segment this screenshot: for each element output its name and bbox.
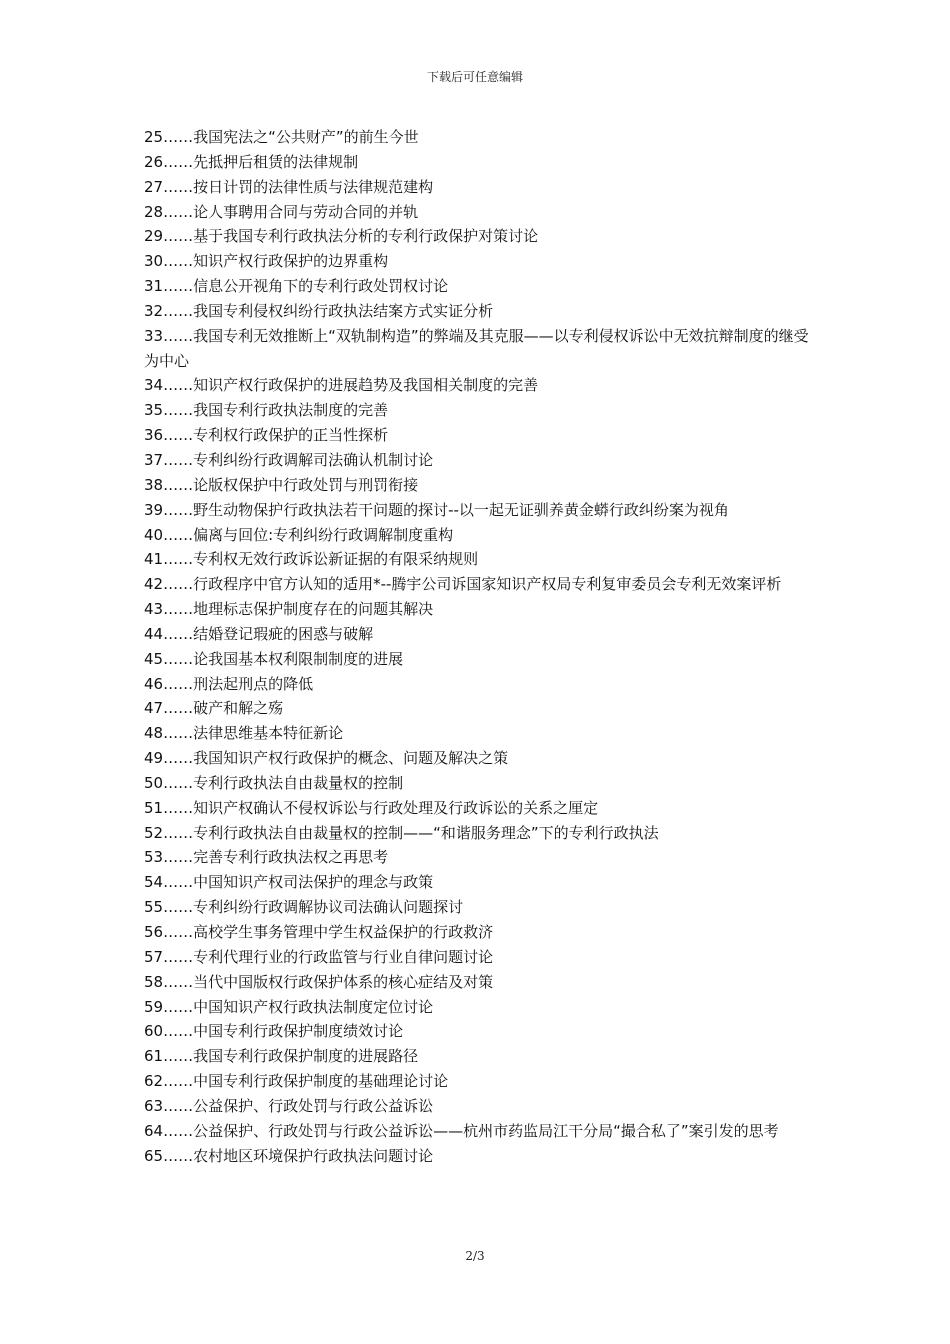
list-item: 34……知识产权行政保护的进展趋势及我国相关制度的完善 bbox=[144, 376, 539, 395]
list-item: 51……知识产权确认不侵权诉讼与行政处理及行政诉讼的关系之厘定 bbox=[144, 798, 599, 817]
list-item: 52……专利行政执法自由裁量权的控制——“和谐服务理念”下的专利行政执法 bbox=[144, 823, 659, 842]
list-item: 58……当代中国版权行政保护体系的核心症结及对策 bbox=[144, 972, 494, 991]
list-item: 41……专利权无效行政诉讼新证据的有限采纳规则 bbox=[144, 550, 479, 569]
list-item: 43……地理标志保护制度存在的问题其解决 bbox=[144, 600, 434, 619]
list-item: 54……中国知识产权司法保护的理念与政策 bbox=[144, 873, 434, 892]
list-item: 60……中国专利行政保护制度绩效讨论 bbox=[144, 1022, 404, 1041]
list-item: 61……我国专利行政保护制度的进展路径 bbox=[144, 1047, 419, 1066]
page-header: 下载后可任意编辑 bbox=[426, 70, 523, 84]
list-item: 57……专利代理行业的行政监管与行业自律问题讨论 bbox=[144, 947, 494, 966]
list-item: 33……我国专利无效推断上“双轨制构造”的弊端及其克服——以专利侵权诉讼中无效抗辩制度的继受为中心 bbox=[144, 326, 809, 370]
list-item: 53……完善专利行政执法权之再思考 bbox=[144, 848, 389, 867]
list-item: 32……我国专利侵权纠纷行政执法结案方式实证分析 bbox=[144, 301, 494, 320]
list-item: 59……中国知识产权行政执法制度定位讨论 bbox=[144, 997, 434, 1016]
list-item: 35……我国专利行政执法制度的完善 bbox=[144, 401, 389, 420]
list-item: 26……先抵押后租赁的法律规制 bbox=[144, 152, 359, 171]
list-item: 39……野生动物保护行政执法若干问题的探讨--以一起无证驯养黄金蟒行政纠纷案为视角 bbox=[144, 500, 729, 519]
list-item: 50……专利行政执法自由裁量权的控制 bbox=[144, 773, 404, 792]
list-item: 65……农村地区环境保护行政执法问题讨论 bbox=[144, 1146, 434, 1165]
list-item: 30……知识产权行政保护的边界重构 bbox=[144, 252, 389, 271]
list-item: 56……高校学生事务管理中学生权益保护的行政救济 bbox=[144, 923, 494, 941]
list-item: 28……论人事聘用合同与劳动合同的并轨 bbox=[144, 202, 419, 221]
list-item: 25……我国宪法之“公共财产”的前生今世 bbox=[144, 128, 419, 146]
list-item: 36……专利权行政保护的正当性探析 bbox=[144, 426, 389, 445]
list-item: 27……按日计罚的法律性质与法律规范建构 bbox=[144, 177, 434, 196]
list-item: 45……论我国基本权利限制制度的进展 bbox=[144, 649, 404, 668]
list-item: 38……论版权保护中行政处罚与刑罚衔接 bbox=[144, 475, 419, 494]
list-item: 37……专利纠纷行政调解司法确认机制讨论 bbox=[144, 450, 434, 469]
list-item: 31……信息公开视角下的专利行政处罚权讨论 bbox=[144, 277, 449, 296]
list-item: 46……刑法起刑点的降低 bbox=[144, 674, 314, 693]
list-item: 55……专利纠纷行政调解协议司法确认问题探讨 bbox=[144, 898, 464, 917]
list-item: 42……行政程序中官方认知的适用*--腾宇公司诉国家知识产权局专利复审委员会专利无效案评析 bbox=[144, 575, 782, 594]
list-item: 49……我国知识产权行政保护的概念、问题及解决之策 bbox=[144, 749, 509, 768]
list-item: 62……中国专利行政保护制度的基础理论讨论 bbox=[144, 1072, 449, 1091]
page-number: 2/3 bbox=[465, 1249, 485, 1263]
list-item: 64……公益保护、行政处罚与行政公益诉讼——杭州市药监局江干分局“撮合私了”案引发的思考 bbox=[144, 1121, 779, 1140]
list-item: 47……破产和解之殇 bbox=[144, 699, 284, 718]
list-item: 48……法律思维基本特征新论 bbox=[144, 724, 344, 743]
list-item: 63……公益保护、行政处罚与行政公益诉讼 bbox=[144, 1096, 434, 1115]
list-item: 40……偏离与回位:专利纠纷行政调解制度重构 bbox=[144, 525, 454, 544]
list-item: 29……基于我国专利行政执法分析的专利行政保护对策讨论 bbox=[144, 227, 539, 246]
list-item: 44……结婚登记瑕疵的困惑与破解 bbox=[144, 624, 374, 643]
reference-list bbox=[144, 125, 816, 1168]
